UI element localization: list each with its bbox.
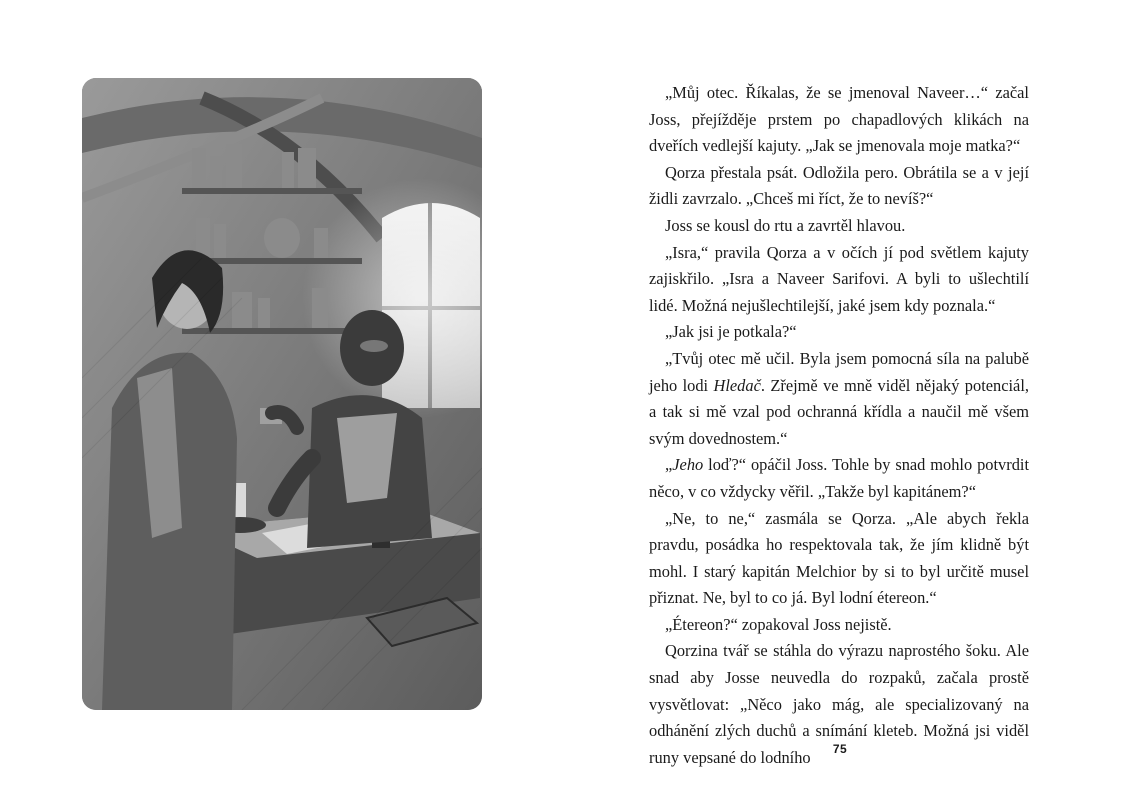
text-segment: . Zřejmě ve mně viděl nějaký potenciál, a tak si mě vzal pod ochranná křídla a naučil mě všem svým dovednostem.“ <box>649 375 1029 448</box>
text-segment: loď?“ opáčil Joss. Tohle by snad mohlo potvrdit něco, v co vždycky věřil. „Takže byl kapitánem?“ <box>649 455 1029 501</box>
text-page <box>649 80 1029 771</box>
paragraph-3 <box>649 213 1029 240</box>
text-segment: „Tvůj otec mě učil. Byla jsem pomocná síla na palubě jeho lodi <box>649 348 1029 395</box>
chapter-illustration <box>82 78 482 710</box>
text-segment: „Étereon?“ zopakoval Joss nejistě. <box>665 614 892 634</box>
paragraph-1 <box>649 80 1029 160</box>
text-segment: „Isra,“ pravila Qorza a v očích jí pod světlem kajuty zajiskřilo. „Isra a Naveer Sarifovi. A byli to ušlechtilí lidé. Možná nejušlechtilejší, jaké jsem kdy poznala.“ <box>649 242 1029 315</box>
italic-text: Hledač <box>713 375 761 395</box>
paragraph-8 <box>649 506 1029 612</box>
text-segment: „Můj otec. Říkalas, že se jmenoval Naveer…“ začal Joss, přejížděje prstem po chapadlových klikách na dveřích vedlejší kajuty. „Jak se jmenovala moje matka?“ <box>649 83 1029 156</box>
text-segment: „Jak jsi je potkala?“ <box>665 322 797 342</box>
paragraph-2 <box>649 160 1029 213</box>
paragraph-9 <box>649 612 1029 639</box>
text-segment: Joss se kousl do rtu a zavrtěl hlavou. <box>665 215 906 235</box>
text-segment: Qorzina tvář se stáhla do výrazu naprostého šoku. Ale snad aby Josse neuvedla do rozpaků, začala prostě vysvětlovat: „Něco jako mág, ale specializovaný na odhánění zlých duchů a snímání kleteb. Možná jsi viděl runy vepsané do lodního <box>649 641 1029 767</box>
paragraph-4 <box>649 240 1029 320</box>
text-segment: Qorza přestala psát. Odložila pero. Obrátila se a v její židli zavrzalo. „Chceš mi říct, že to nevíš?“ <box>649 162 1029 209</box>
page-number: 75 <box>832 742 848 756</box>
paragraph-5 <box>649 319 1029 346</box>
italic-text: Jeho <box>672 455 704 475</box>
paragraph-7 <box>649 452 1029 505</box>
text-segment: „ <box>665 455 673 475</box>
paragraph-6 <box>649 346 1029 452</box>
text-segment: „Ne, to ne,“ zasmála se Qorza. „Ale abych řekla pravdu, posádka ho respektovala tak, že jím klidně být mohl. I starý kapitán Melchior by si to byl určitě musel přiznat. Ne, byl to co já. Byl lodní étereon.“ <box>649 508 1029 608</box>
illustration-ship-cabin <box>82 78 482 710</box>
